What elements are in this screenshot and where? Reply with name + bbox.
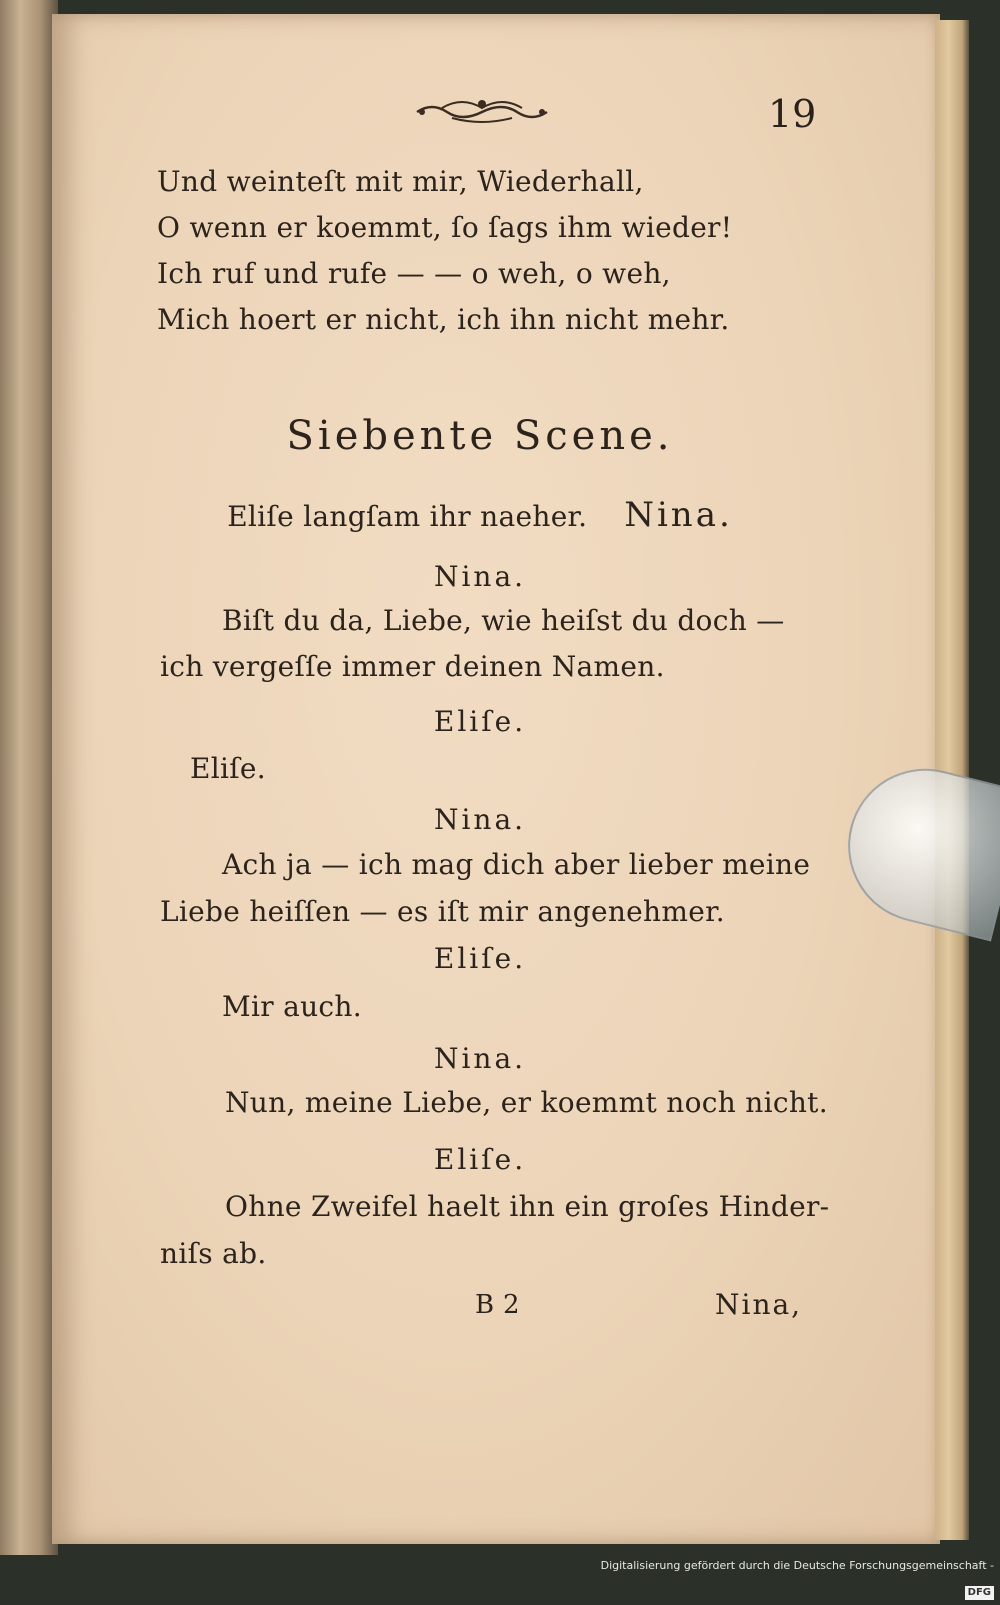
ornament-icon (412, 90, 552, 130)
dialogue-line: Eliſe. (190, 752, 266, 785)
poem-line: Und weinteſt mit mir, Wiederhall, (157, 165, 644, 198)
speaker-label: Eliſe. (433, 705, 527, 738)
dialogue-line: Biſt du da, Liebe, wie heiſst du doch — (222, 604, 785, 637)
dialogue-line: Ohne Zweifel haelt ihn ein groſes Hinder- (225, 1190, 830, 1223)
page-number: 19 (768, 92, 817, 136)
stage-direction-name: Nina. (624, 495, 733, 535)
poem-line: O wenn er koemmt, ſo ſags ihm wieder! (157, 211, 733, 244)
dialogue-line: Liebe heiſſen — es iſt mir angenehmer. (160, 895, 725, 928)
poem-line: Ich ruf und rufe — — o weh, o weh, (157, 257, 671, 290)
catchword: Nina, (715, 1288, 803, 1321)
stage-direction (150, 495, 810, 535)
signature-mark: B 2 (475, 1290, 520, 1320)
footer-text: Digitalisierung gefördert durch die Deutsche Forschungsgemeinschaft - (600, 1559, 994, 1572)
digitization-footer (600, 1553, 1000, 1598)
dialogue-line: niſs ab. (160, 1237, 267, 1270)
speaker-label: Eliſe. (433, 942, 527, 975)
dialogue-line: Mir auch. (222, 990, 362, 1023)
poem-line: Mich hoert er nicht, ich ihn nicht mehr. (157, 303, 730, 336)
speaker-label: Nina. (433, 560, 527, 593)
speaker-label: Nina. (433, 1042, 527, 1075)
book-spine-left (0, 0, 58, 1555)
speaker-label: Nina. (433, 803, 527, 836)
scene-title: Siebente Scene. (286, 413, 674, 459)
dialogue-line: Nun, meine Liebe, er koemmt noch nicht. (225, 1086, 828, 1119)
stage-direction-text: Eliſe langſam ihr naeher. (227, 500, 588, 533)
dialogue-line: Ach ja — ich mag dich aber lieber meine (222, 848, 811, 881)
dfg-logo: DFG (965, 1586, 994, 1600)
speaker-label: Eliſe. (433, 1143, 527, 1176)
dialogue-line: ich vergeſſe immer deinen Namen. (160, 650, 665, 683)
